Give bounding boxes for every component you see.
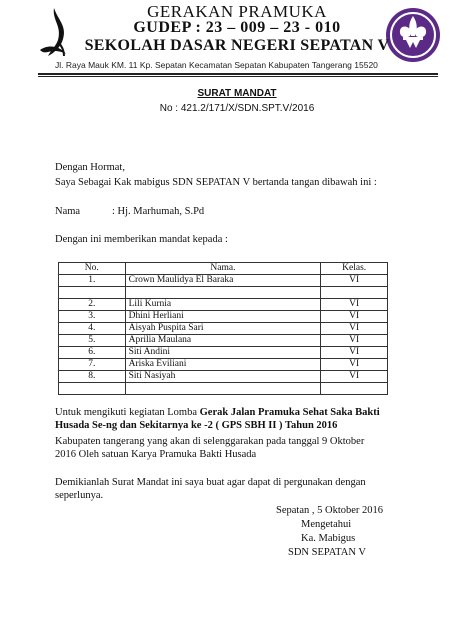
row-class: VI <box>321 335 388 347</box>
name-value: : Hj. Marhumah, S.Pd <box>112 206 205 217</box>
header-class: Kelas. <box>321 263 388 275</box>
row-name: Ariska Eviliani <box>125 359 321 371</box>
closing-line-2: seperlunya. <box>55 490 104 501</box>
table-row <box>59 311 388 323</box>
row-name: Aisyah Puspita Sari <box>125 323 321 335</box>
row-name: Dhini Herliani <box>125 311 321 323</box>
intro-text: Saya Sebagai Kak mabigus SDN SEPATAN V bertanda tangan dibawah ini : <box>55 177 377 188</box>
table-header-row <box>59 263 388 275</box>
row-no: 2. <box>59 299 126 311</box>
table-row <box>59 299 388 311</box>
participant-table <box>58 262 388 395</box>
row-no: 8. <box>59 371 126 383</box>
row-class: VI <box>321 323 388 335</box>
mandate-text: Dengan ini memberikan mandat kepada : <box>55 234 228 245</box>
purpose-line-3: Kabupaten tangerang yang akan di selenggarakan pada tanggal 9 Oktober <box>55 436 365 447</box>
row-class: VI <box>321 371 388 383</box>
gudep-number: GUDEP : 23 – 009 – 23 - 010 <box>133 19 341 36</box>
row-class <box>321 287 388 299</box>
row-no <box>59 383 126 395</box>
name-label: Nama <box>55 206 81 217</box>
row-no: 5. <box>59 335 126 347</box>
table-row <box>59 275 388 287</box>
row-class: VI <box>321 359 388 371</box>
row-no: 3. <box>59 311 126 323</box>
table-row <box>59 335 388 347</box>
row-class: VI <box>321 347 388 359</box>
table-row <box>59 323 388 335</box>
header-divider-thin <box>38 76 438 77</box>
header-divider <box>38 73 438 75</box>
table-row <box>59 371 388 383</box>
school-name: SEKOLAH DASAR NEGERI SEPATAN V <box>84 37 390 54</box>
purpose-line-4: 2016 Oleh satuan Karya Pramuka Bakti Husada <box>55 449 257 460</box>
row-class <box>321 383 388 395</box>
document-title: SURAT MANDAT <box>197 88 277 99</box>
purpose-prefix: Untuk mengikuti kegiatan Lomba <box>55 407 200 418</box>
row-name: Crown Maulidya El Baraka <box>125 275 321 287</box>
table-row <box>59 359 388 371</box>
table-row <box>59 287 388 299</box>
row-name: Siti Nasiyah <box>125 371 321 383</box>
purpose-line-1 <box>55 407 380 418</box>
row-no <box>59 287 126 299</box>
row-class: VI <box>321 311 388 323</box>
row-name: Siti Andini <box>125 347 321 359</box>
row-no: 6. <box>59 347 126 359</box>
org-name: GERAKAN PRAMUKA <box>147 2 327 21</box>
header-no: No. <box>59 263 126 275</box>
school-address: Jl. Raya Mauk KM. 11 Kp. Sepatan Kecamatan Sepatan Kabupaten Tangerang 15520 <box>55 60 378 70</box>
purpose-line-2: Husada Se-ng dan Sekitarnya ke -2 ( GPS SBH II ) Tahun 2016 <box>55 420 338 431</box>
event-name: Gerak Jalan Pramuka Sehat Saka Bakti <box>199 407 380 418</box>
signature-known: Mengetahui <box>301 519 352 530</box>
row-name <box>125 383 321 395</box>
greeting: Dengan Hormat, <box>55 162 125 173</box>
table-row <box>59 383 388 395</box>
row-class: VI <box>321 275 388 287</box>
row-name: Aprilia Maulana <box>125 335 321 347</box>
row-class: VI <box>321 299 388 311</box>
row-name: Lili Kurnia <box>125 299 321 311</box>
signature-place-date: Sepatan , 5 Oktober 2016 <box>276 505 384 516</box>
row-no: 7. <box>59 359 126 371</box>
table-row <box>59 347 388 359</box>
header-name: Nama. <box>125 263 321 275</box>
signature-role: Ka. Mabigus <box>301 533 356 544</box>
document-number: No : 421.2/171/X/SDN.SPT.V/2016 <box>159 103 315 114</box>
closing-line-1: Demikianlah Surat Mandat ini saya buat agar dapat di pergunakan dengan <box>55 477 366 488</box>
signature-school: SDN SEPATAN V <box>288 547 366 558</box>
row-name <box>125 287 321 299</box>
row-no: 4. <box>59 323 126 335</box>
row-no: 1. <box>59 275 126 287</box>
